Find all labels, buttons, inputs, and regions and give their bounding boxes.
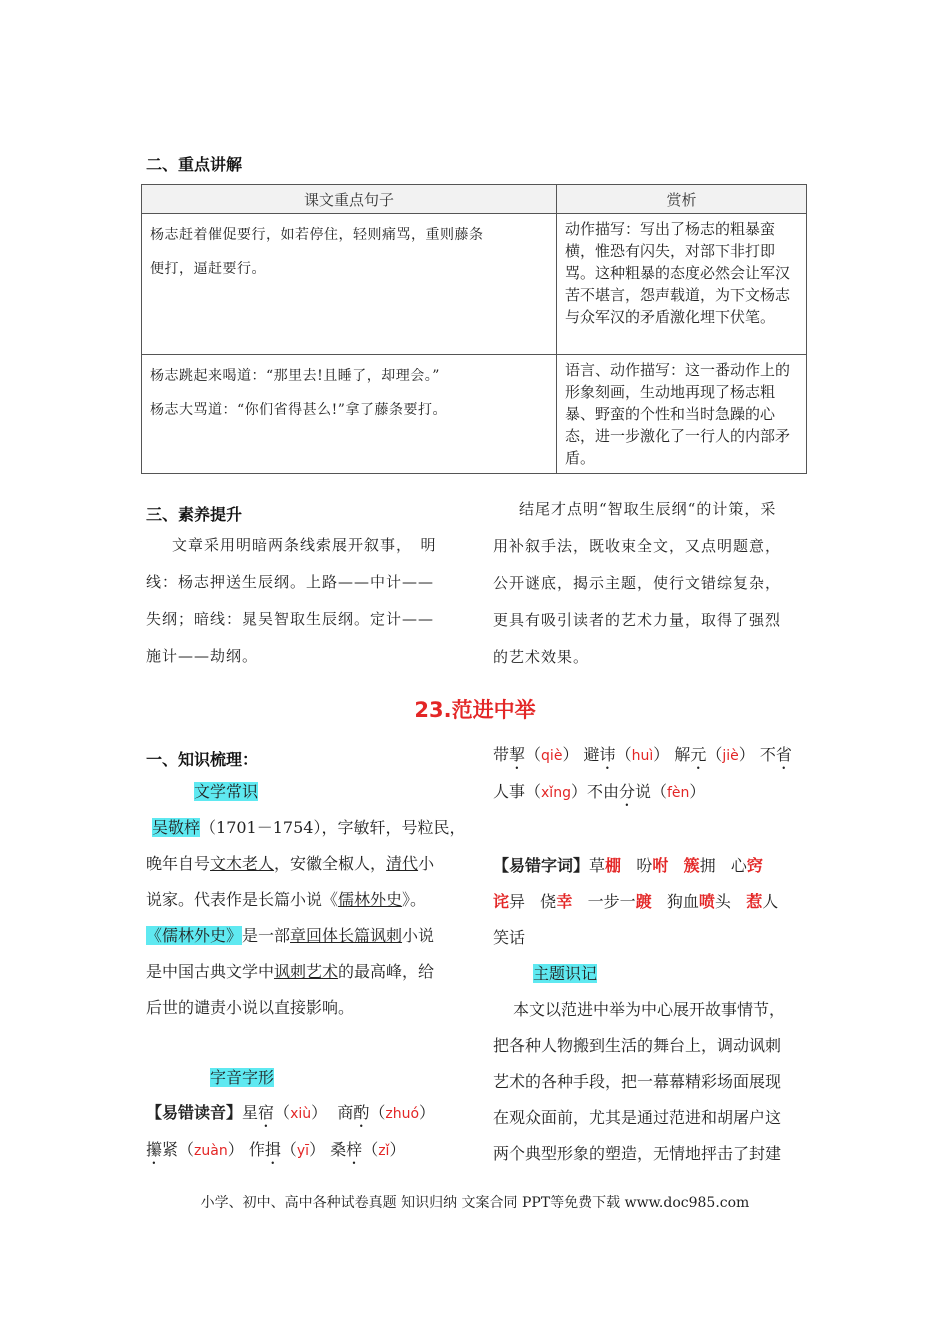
- text: 是一部: [242, 926, 291, 945]
- text: 星: [242, 1103, 259, 1122]
- pinyin: qiè: [541, 748, 563, 764]
- work-title: 《儒林外史》: [146, 926, 243, 945]
- appreciation-cell: 语言、动作描写：这一番动作上的形象刻画，生动地再现了杨志粗暴、野蛮的个性和当时急躁的心态，进一步激化了一行人的内部矛盾。: [557, 355, 807, 474]
- pinyin: fèn: [667, 785, 690, 801]
- text: 心: [730, 856, 747, 875]
- err-head: 【易错字词】: [493, 856, 590, 875]
- s3-left-text: [146, 527, 466, 675]
- dotted-char: 挈: [509, 745, 526, 764]
- text-line: 公开谜底，揭示主题，使行文错综复杂，: [493, 574, 782, 592]
- error-char: 惹: [746, 892, 763, 911]
- text: 草: [589, 856, 606, 875]
- text-line: 把各种人物搬到生活的舞台上，调动讽刺: [493, 1036, 782, 1055]
- text: 章回体长篇讽刺: [290, 926, 403, 945]
- text: ）不由: [570, 782, 619, 801]
- literature-block: [146, 774, 466, 1026]
- text: 儒林外史: [338, 890, 403, 909]
- appreciation-cell: 动作描写：写出了杨志的粗暴蛮横，惟恐有闪失，对部下非打即骂。这种粗暴的态度必然会让军汉苦不堪言，怨声载道，为下文杨志与众军汉的矛盾激化埋下伏笔。: [557, 214, 807, 355]
- sentence-line: 杨志大骂道：“你们省得甚么!”拿了藤条要打。: [150, 402, 447, 418]
- text-line: 失纲；暗线：晁吴智取生辰纲。定计——: [146, 610, 435, 628]
- text: 不: [759, 745, 776, 764]
- page-footer: 小学、初中、高中各种试卷真题 知识归纳 文案合同 PPT等免费下载 www.doc985.com: [200, 1195, 750, 1211]
- text-line: 线：杨志押送生辰纲。上路——中计——: [146, 573, 435, 591]
- text-line: 两个典型形象的塑造，无情地抨击了封建: [493, 1144, 782, 1163]
- dotted-char: 省: [775, 745, 792, 764]
- dotted-char: 酌: [353, 1103, 370, 1122]
- text: 晚年自号: [146, 854, 211, 873]
- dotted-char: 攥: [146, 1140, 163, 1159]
- text: 笑话: [493, 928, 526, 947]
- text-line: 在观众面前，尤其是通过范进和胡屠户这: [493, 1108, 782, 1127]
- key-sentence-table: [141, 184, 807, 474]
- text: 狗血: [666, 892, 699, 911]
- error-char: 咐: [652, 856, 669, 875]
- section-heading-2: 二、重点讲解: [146, 155, 243, 174]
- dotted-char: 揖: [264, 1140, 281, 1159]
- text: ）: [689, 782, 706, 801]
- text: 的最高峰，给: [338, 962, 435, 981]
- table-row: [142, 214, 807, 355]
- dotted-char: 宿: [258, 1103, 275, 1122]
- section-heading-3: 三、素养提升: [146, 505, 243, 524]
- pinyin: xǐng: [541, 785, 571, 801]
- lit-label: 文学常识: [194, 782, 259, 801]
- error-char: 簇: [683, 856, 700, 875]
- table-row: [142, 355, 807, 474]
- text: 桑: [330, 1140, 347, 1159]
- theme-label: 主题识记: [533, 964, 598, 983]
- text: （1701－1754），字敏轩，号粒民，: [200, 818, 466, 837]
- lesson-title: 23.范进中举: [414, 698, 536, 722]
- pinyin: xiù: [290, 1106, 312, 1122]
- pinyin: zuàn: [194, 1143, 228, 1159]
- text: 解: [674, 745, 691, 764]
- pron-label: 字音字形: [210, 1068, 275, 1087]
- text: 作: [248, 1140, 265, 1159]
- col-header-appreciation: 赏析: [557, 185, 807, 214]
- text: 是中国古典文学中: [146, 962, 275, 981]
- error-char: 幸: [556, 892, 573, 911]
- error-char: 棚: [605, 856, 622, 875]
- text: 讽刺艺术: [274, 962, 339, 981]
- sentence-cell: [142, 214, 557, 355]
- pinyin: zhuó: [385, 1106, 420, 1122]
- theme-block: [493, 956, 823, 1172]
- text: 带: [493, 745, 510, 764]
- text-line: 艺术的各种手段，把一幕幕精彩场面展现: [493, 1072, 782, 1091]
- pinyin: jiè: [722, 748, 739, 764]
- text: 人: [762, 892, 779, 911]
- text-line: 的艺术效果。: [493, 648, 590, 666]
- text: 侥: [540, 892, 557, 911]
- author-name: 吴敬梓: [152, 818, 201, 837]
- knowledge-heading: 一、知识梳理：: [146, 750, 259, 769]
- text-line: 结尾才点明“智取生辰纲“的计策，采: [519, 500, 777, 518]
- text: 后世的谴责小说以直接影响。: [146, 998, 355, 1017]
- text: 清代: [386, 854, 419, 873]
- text: 异: [509, 892, 526, 911]
- text-line: 用补叙手法，既收束全文，又点明题意，: [493, 537, 782, 555]
- text: 》。: [402, 890, 427, 909]
- text: 头: [714, 892, 731, 911]
- sentence-cell: [142, 355, 557, 474]
- pinyin: zǐ: [378, 1143, 390, 1159]
- text: 小说: [402, 926, 435, 945]
- pinyin: huì: [631, 748, 654, 764]
- text: ，安徽全椒人，: [274, 854, 387, 873]
- s3-right-text: [493, 491, 813, 676]
- col-header-sentence: 课文重点句子: [142, 185, 557, 214]
- text: 小: [418, 854, 435, 873]
- text: 说家。代表作是长篇小说《: [146, 890, 339, 909]
- error-char: 诧: [493, 892, 510, 911]
- text: 紧: [162, 1140, 179, 1159]
- text-line: 更具有吸引读者的艺术力量，取得了强烈: [493, 611, 782, 629]
- dotted-char: 讳: [599, 745, 616, 764]
- error-words-block: [493, 848, 823, 956]
- dotted-char: 梓: [346, 1140, 363, 1159]
- error-char: 喷: [698, 892, 715, 911]
- dotted-char: 分: [618, 782, 635, 801]
- sentence-line: 杨志赶着催促要行，如若停住，轻则痛骂，重则藤条: [150, 227, 484, 243]
- text-line: 文章采用明暗两条线索展开叙事， 明: [172, 536, 437, 554]
- text: 避: [583, 745, 600, 764]
- error-char: 窍: [746, 856, 763, 875]
- text-line: 施计——劫纲。: [146, 647, 259, 665]
- pron-head: 【易错读音】: [146, 1103, 243, 1122]
- dotted-char: 元: [690, 745, 707, 764]
- pronunciation-block: 字音字形 【易错读音】星宿（xiù） 商酌（zhuó） 攥紧（zuàn） 作揖（yī） 桑梓（zǐ）: [146, 1068, 436, 1159]
- text: 商: [337, 1103, 354, 1122]
- pinyin: yī: [296, 1143, 310, 1159]
- text: 文木老人: [210, 854, 275, 873]
- text: 一步一: [587, 892, 636, 911]
- error-char: 踱: [635, 892, 652, 911]
- text: 人事（: [493, 782, 542, 801]
- text-line: 本文以范进中举为中心展开故事情节，: [513, 1000, 786, 1019]
- sentence-line: 杨志跳起来喝道：“那里去!且睡了，却理会。”: [150, 368, 440, 384]
- text: 说（: [634, 782, 667, 801]
- pron-continued: 带挈（qiè） 避讳（huì） 解元（jiè） 不省 人事（xǐng）不由分说（fèn）: [493, 745, 792, 801]
- text: 吩: [636, 856, 653, 875]
- text: 拥: [699, 856, 716, 875]
- sentence-line: 便打，逼赶要行。: [150, 261, 266, 277]
